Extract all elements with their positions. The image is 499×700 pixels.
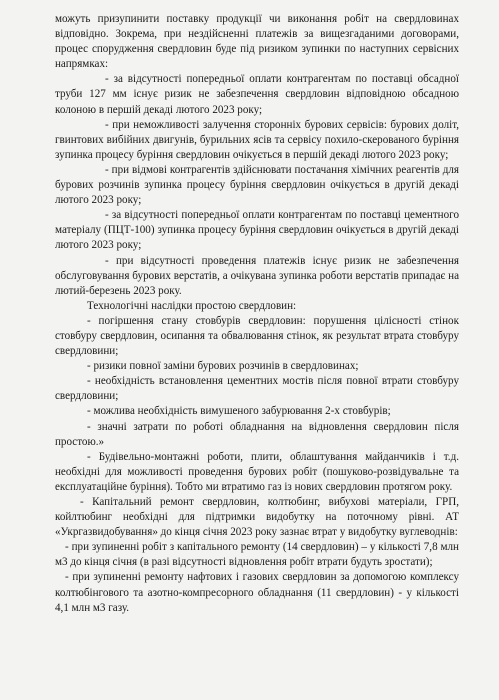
service-item-4: - за відсутності попередньої оплати контрагентам по поставці цементного матеріалу (ПЦТ-100) зупинка процесу буріння свердловин очікується в другій декаді лютого 2023 року;: [55, 209, 459, 252]
service-item-1: - за відсутності попередньої оплати контрагентам по поставці обсадної труби 127 мм існує ризик не забезпечення свердловин відповідною обсадною колоною в першій декаді лютого 2023 року;: [55, 73, 459, 116]
service-item-2: - при неможливості залучення сторонніх бурових сервісів: бурових доліт, гвинтових вибійних двигунів, бурильних ясів та сервісу похило-скерованого буріння зупинка процесу буріння свердловин очікується в першій декаді лютого 2023 року;: [55, 118, 459, 161]
tech-item-5: - значні затрати по роботі обладнання на відновлення свердловин після простою.»: [55, 420, 459, 448]
tech-item-4: - можлива необхідність вимушеного забурювання 2-х стовбурів;: [87, 405, 391, 418]
tech-item-2: - ризики повної заміни бурових розчинів в свердловинах;: [87, 360, 359, 373]
loss-item-2: - при зупиненні ремонту нафтових і газових свердловин за допомогою комплексу колтюбінгового та азотно-компресорного обладнання (11 свердловин) - у кількості 4,1 млн м3 газу.: [55, 571, 459, 614]
service-item-3: - при відмові контрагентів здійснювати постачання хімічних реагентів для бурових розчинів зупинка процесу буріння свердловин очікується в другій декаді лютого 2023 року;: [55, 163, 459, 207]
service-item-5: - при відсутності проведення платежів існує ризик не забезпечення обслуговування бурових верстатів, а очікувана зупинка роботи верстатів припадає на лютий-березень 2023 року.: [55, 254, 459, 297]
loss-item-1: - при зупиненні робіт з капітального ремонту (14 свердловин) – у кількості 7,8 млн м3 до кінця січня (в разі відсутності відновлення робіт втрати будуть зростати);: [55, 541, 459, 569]
construction-works-paragraph: - Будівельно-монтажні роботи, плити, облаштування майданчиків і т.д. необхідні для можливості проведення бурових робіт (пошуково-розвідувальне та експлуатаційне буріння). Тобто ми втратимо газ із нових свердловин протягом року.: [55, 450, 459, 493]
capital-repair-paragraph: - Капітальний ремонт свердловин, колтюбинг, вибухові матеріали, ГРП, койлтюбинг необхідні для підтримки видобутку на поточному рівні. АТ «Укргазвидобування» до кінця січня 2023 року зазнає втрат у видобутку вуглеводнів:: [55, 496, 459, 539]
tech-item-3: - необхідність встановлення цементних мостів після повної втрати стовбуру свердловини;: [55, 375, 459, 403]
tech-consequences-heading: Технологічні наслідки простою свердловин:: [87, 299, 297, 312]
intro-paragraph: можуть призупинити поставку продукції чи виконання робіт на свердловинах відповідно. Зокрема, при нездійсненні платежів за вищезгаданими договорами, процес спорудження свердловин буде під ризиком зупинки по наступних сервісних напрямках:: [55, 13, 459, 71]
tech-item-1: - погіршення стану стовбурів свердловин: порушення цілісності стінок стовбуру свердловин, осипання та обвалювання стінок, як результат втрата стовбуру свердловини;: [55, 314, 459, 358]
